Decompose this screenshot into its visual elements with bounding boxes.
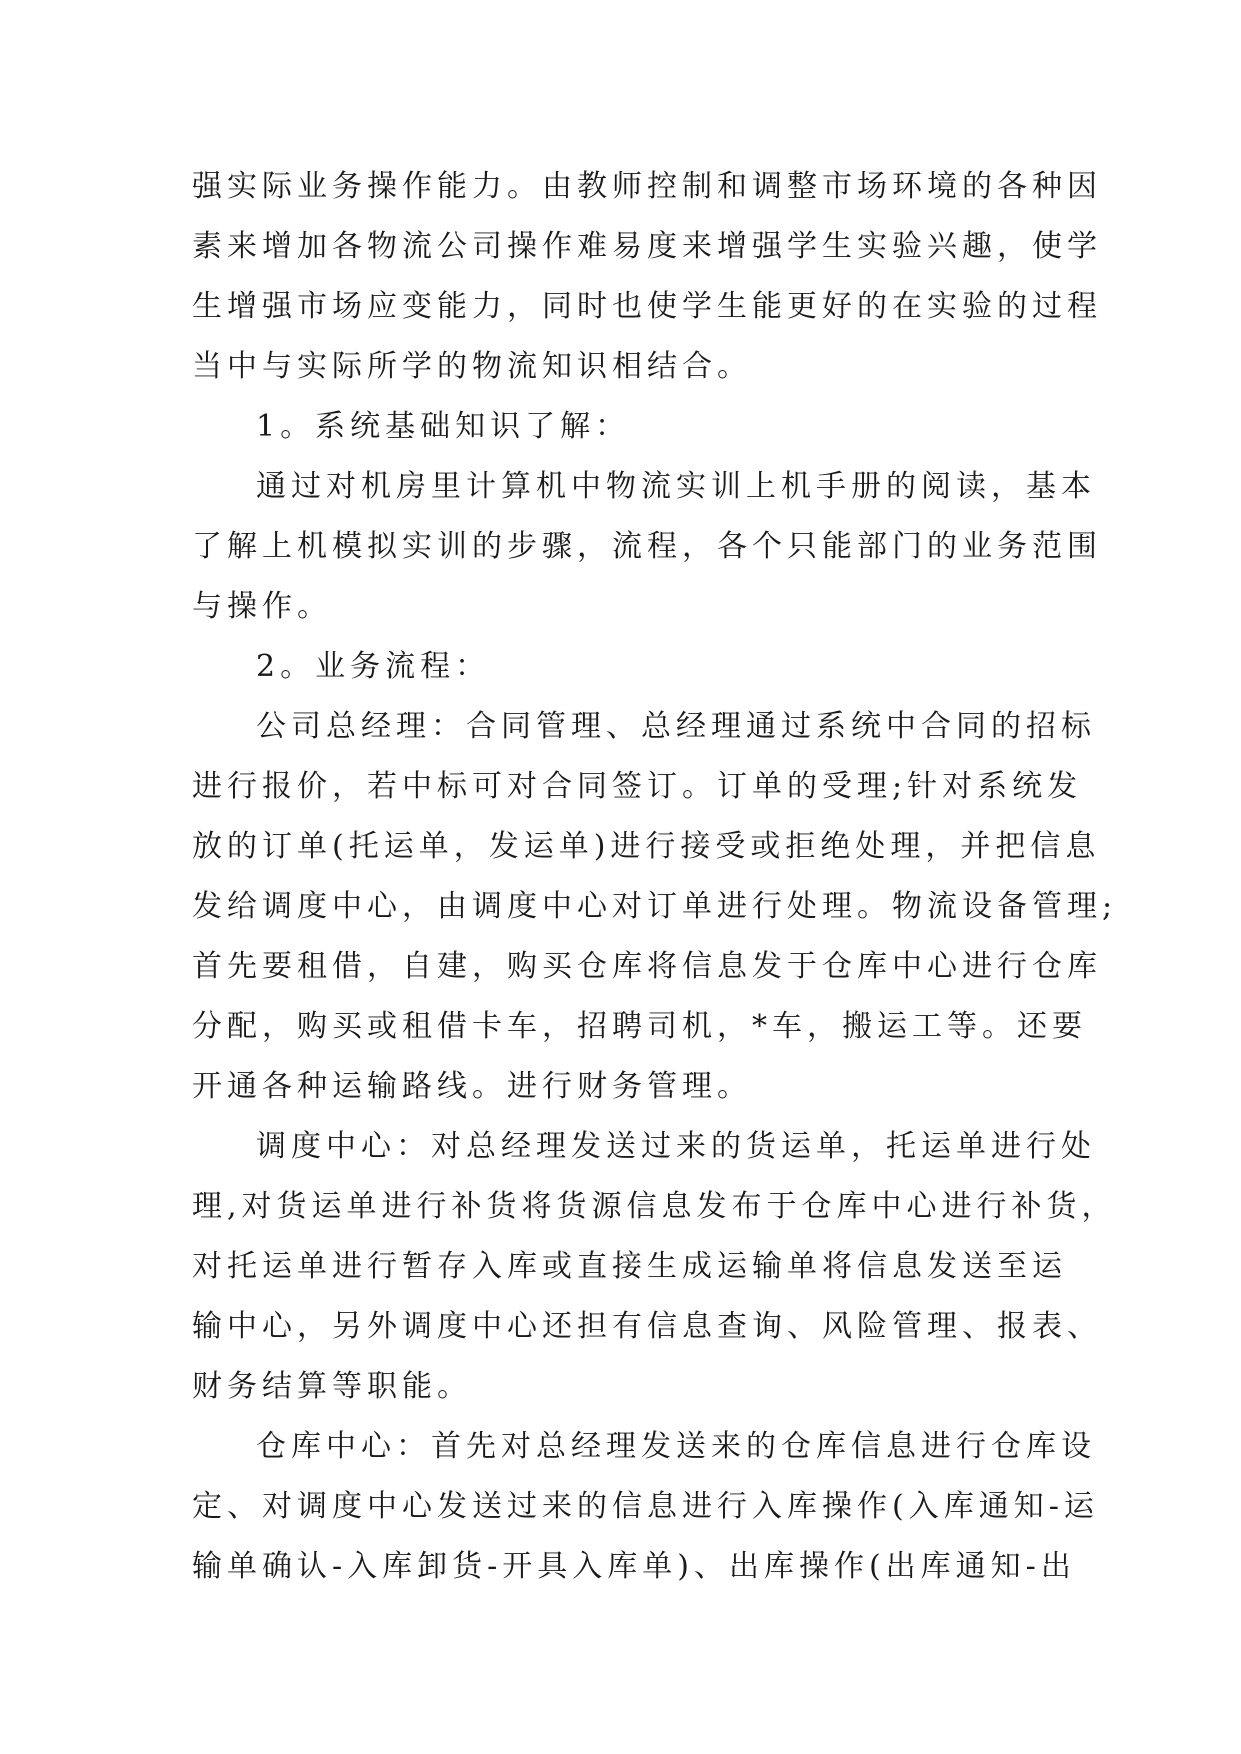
text-line: 生增强市场应变能力，同时也使学生能更好的在实验的过程 xyxy=(192,289,1102,324)
paragraph xyxy=(192,1417,1099,1597)
text-line: 理,对货运单进行补货将货源信息发布于仓库中心进行补货， xyxy=(192,1189,1117,1224)
document-body xyxy=(192,157,1118,1597)
text-line: 2。业务流程： xyxy=(256,649,491,684)
text-line: 仓库中心：首先对总经理发送来的仓库信息进行仓库设 xyxy=(256,1429,1096,1464)
text-line: 分配，购买或租借卡车，招聘司机，*车，搬运工等。还要 xyxy=(192,1009,1087,1044)
text-line: 调度中心：对总经理发送过来的货运单，托运单进行处 xyxy=(256,1129,1096,1164)
text-line: 放的订单(托运单，发运单)进行接受或拒绝处理，并把信息 xyxy=(192,829,1101,864)
text-line: 进行报价，若中标可对合同签订。订单的受理;针对系统发 xyxy=(192,769,1083,804)
text-line: 与操作。 xyxy=(192,589,332,624)
paragraph xyxy=(192,637,1072,697)
paragraph xyxy=(192,1117,1117,1417)
text-line: 公司总经理：合同管理、总经理通过系统中合同的招标 xyxy=(256,709,1096,744)
text-line: 对托运单进行暂存入库或直接生成运输单将信息发送至运 xyxy=(192,1249,1067,1284)
paragraph xyxy=(192,697,1118,1117)
text-line: 输单确认-入库卸货-开具入库单)、出库操作(出库通知-出 xyxy=(192,1549,1076,1584)
text-line: 通过对机房里计算机中物流实训上机手册的阅读，基本 xyxy=(256,469,1096,504)
paragraph xyxy=(192,157,1102,397)
text-line: 了解上机模拟实训的步骤，流程，各个只能部门的业务范围 xyxy=(192,529,1102,564)
text-line: 当中与实际所学的物流知识相结合。 xyxy=(192,349,752,384)
paragraph xyxy=(192,397,1072,457)
text-line: 1。系统基础知识了解： xyxy=(256,409,631,444)
text-line: 强实际业务操作能力。由教师控制和调整市场环境的各种因 xyxy=(192,169,1102,204)
text-line: 开通各种运输路线。进行财务管理。 xyxy=(192,1069,752,1104)
text-line: 素来增加各物流公司操作难易度来增强学生实验兴趣，使学 xyxy=(192,229,1102,264)
text-line: 输中心，另外调度中心还担有信息查询、风险管理、报表、 xyxy=(192,1309,1102,1344)
paragraph xyxy=(192,457,1102,637)
text-line: 发给调度中心，由调度中心对订单进行处理。物流设备管理; xyxy=(192,889,1118,924)
text-line: 首先要租借，自建，购买仓库将信息发于仓库中心进行仓库 xyxy=(192,949,1102,984)
text-line: 财务结算等职能。 xyxy=(192,1369,472,1404)
text-line: 定、对调度中心发送过来的信息进行入库操作(入库通知-运 xyxy=(192,1489,1099,1524)
